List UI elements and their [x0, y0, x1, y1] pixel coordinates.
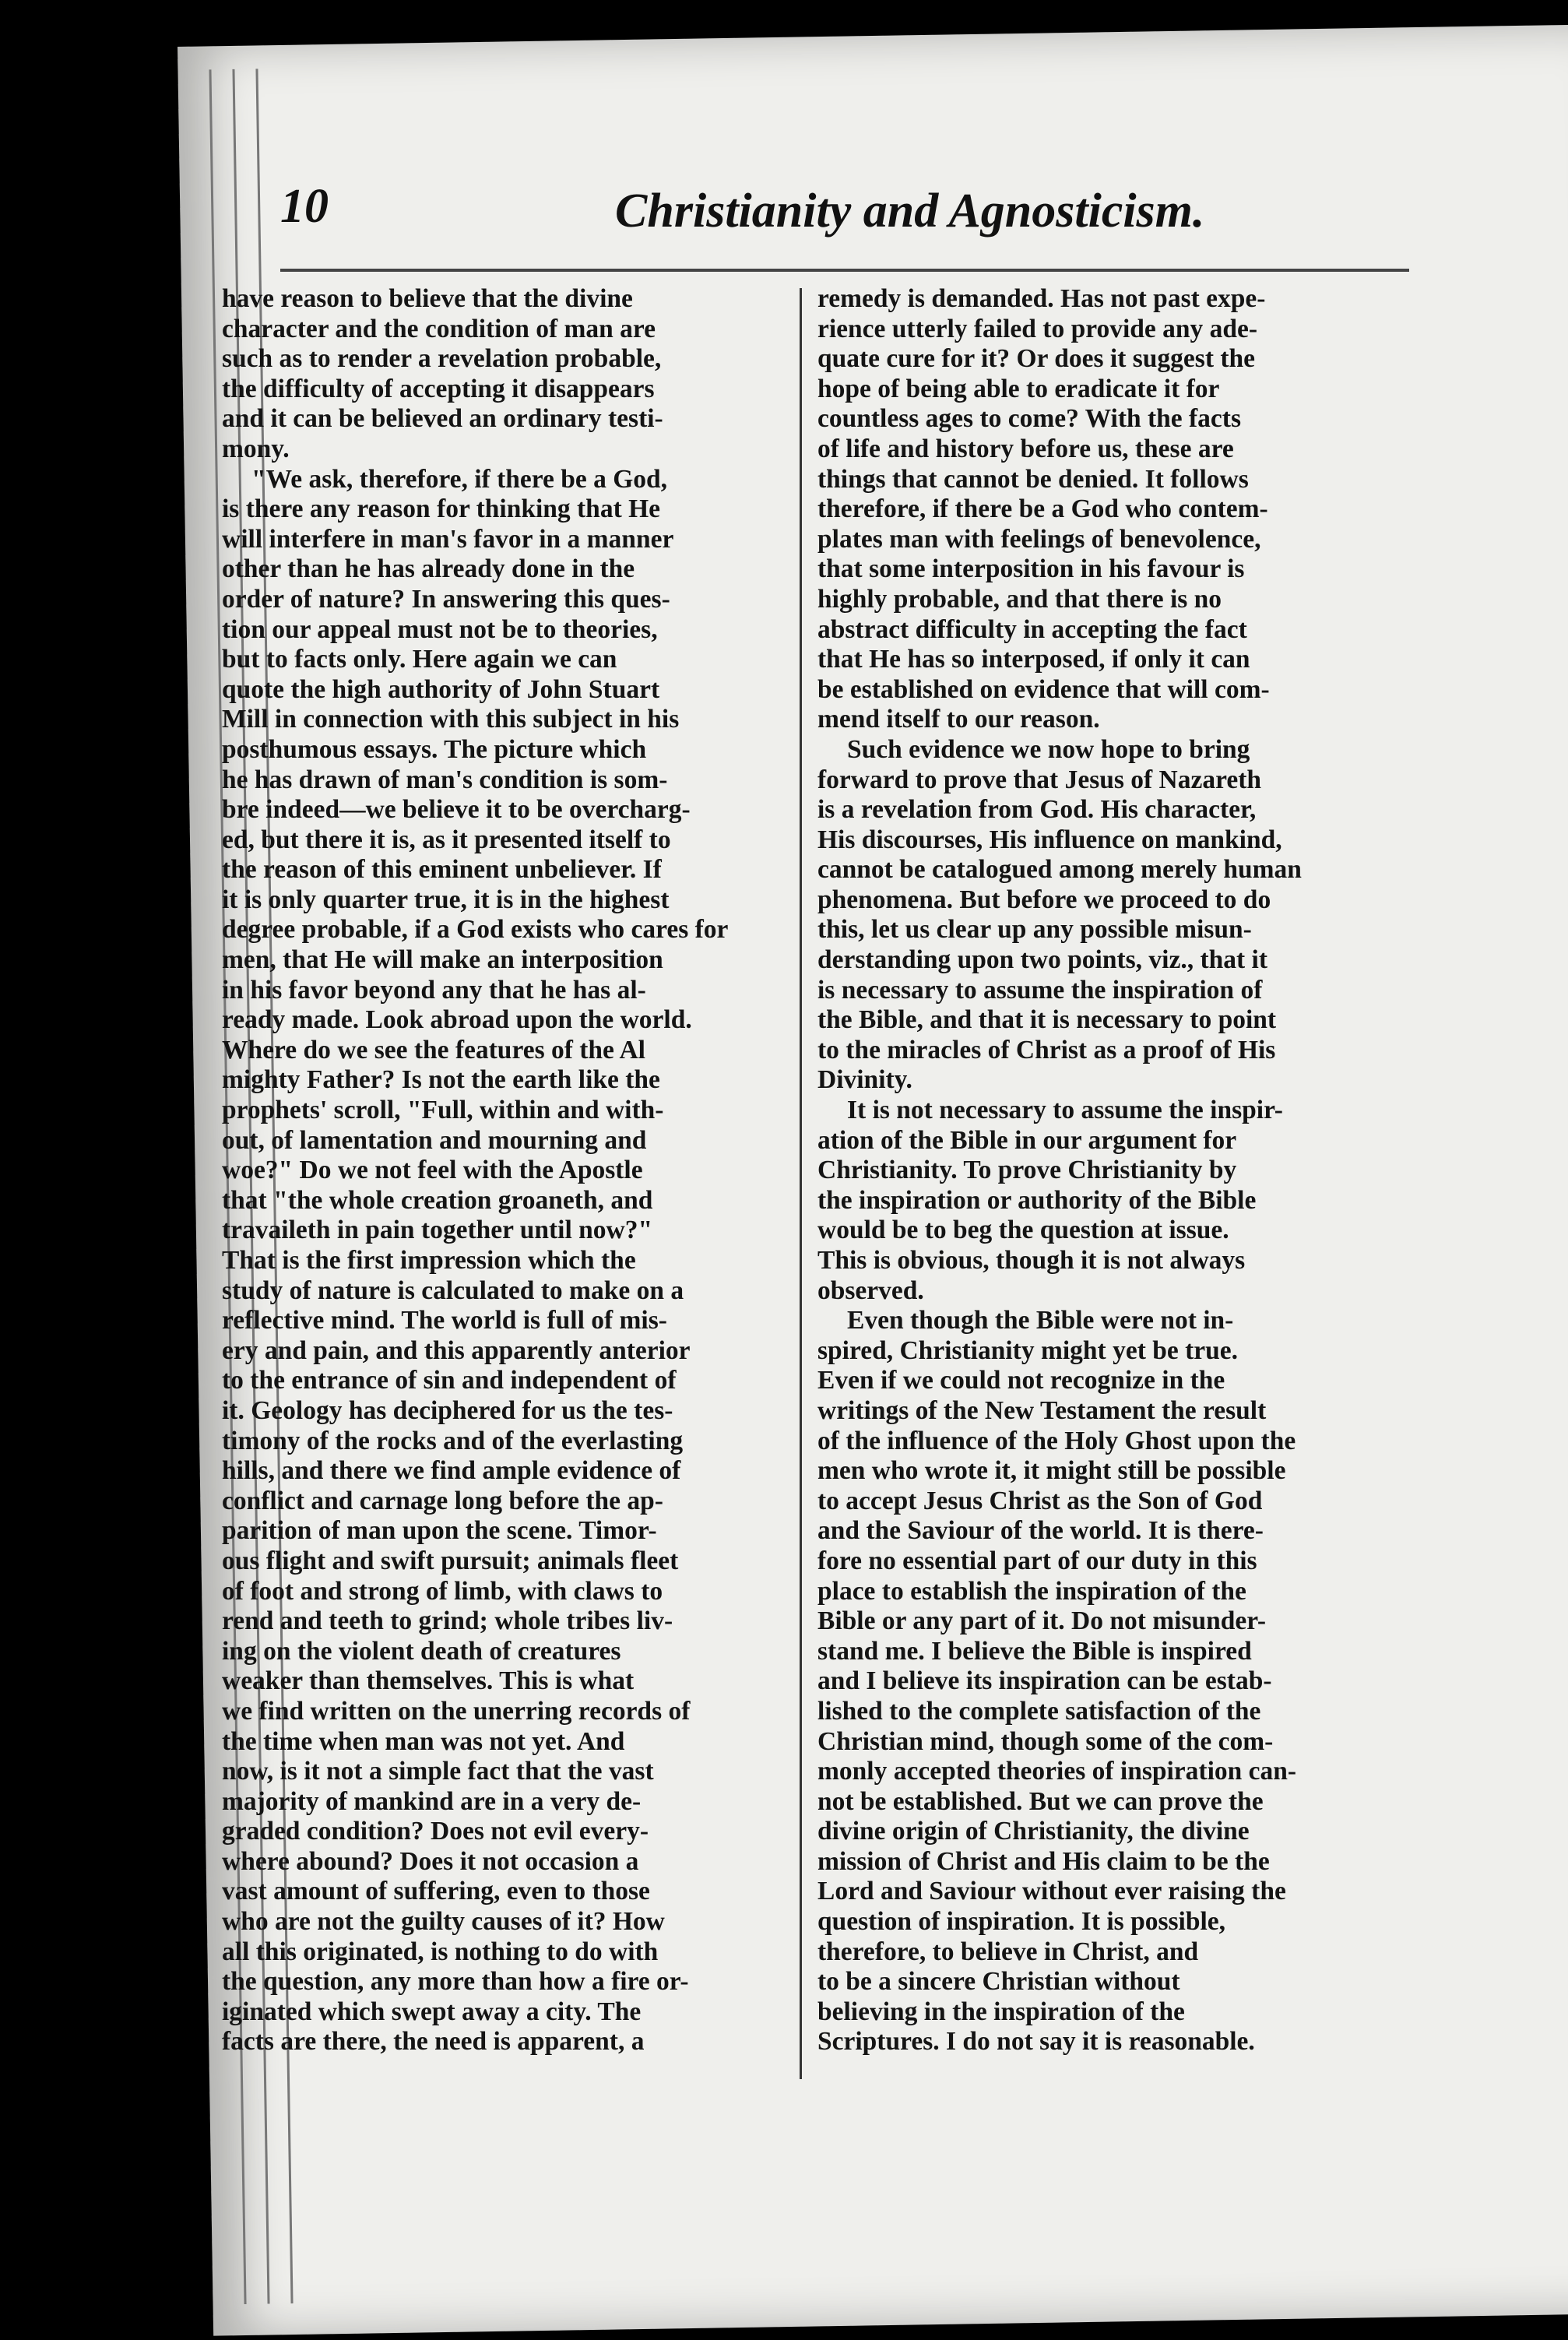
text-line: "We ask, therefore, if there be a God,	[251, 464, 668, 494]
text-line: derstanding upon two points, viz., that it	[817, 945, 1267, 975]
text-line: but to facts only. Here again we can	[222, 645, 617, 674]
text-line: and I believe its inspiration can be estab-	[817, 1666, 1272, 1696]
text-line: Even if we could not recognize in the	[817, 1366, 1225, 1395]
text-line: facts are there, the need is apparent, a	[222, 2027, 645, 2057]
running-title: Christianity and Agnosticism.	[615, 185, 1205, 238]
text-line: plates man with feelings of benevolence,	[817, 524, 1261, 554]
text-line: to the entrance of sin and independent of	[222, 1366, 677, 1395]
text-line: believing in the inspiration of the	[817, 1997, 1185, 2026]
text-line: it is only quarter true, it is in the highest	[222, 885, 670, 914]
text-line: spired, Christianity might yet be true.	[817, 1335, 1239, 1365]
text-line: highly probable, and that there is no	[817, 584, 1222, 614]
text-line: Mill in connection with this subject in his	[222, 705, 680, 734]
text-line: This is obvious, though it is not always	[817, 1246, 1246, 1275]
text-line: observed.	[817, 1276, 924, 1305]
text-line: would be to beg the question at issue.	[817, 1216, 1229, 1245]
text-line: Lord and Saviour without ever raising the	[817, 1877, 1286, 1906]
page-number: 10	[280, 180, 329, 233]
text-line: mony.	[222, 434, 290, 463]
text-line: mission of Christ and His claim to be the	[817, 1846, 1270, 1876]
text-line: and it can be believed an ordinary testi-	[222, 404, 663, 434]
text-line: Christianity. To prove Christianity by	[817, 1156, 1237, 1185]
text-line: bre indeed—we believe it to be overcharg-	[222, 795, 691, 825]
text-line: all this originated, is nothing to do with	[222, 1937, 659, 1966]
text-line: that "the whole creation groaneth, and	[222, 1185, 653, 1215]
text-line: men, that He will make an interposition	[222, 945, 663, 975]
text-line: stand me. I believe the Bible is inspired	[817, 1636, 1252, 1666]
text-line: Christian mind, though some of the com-	[817, 1726, 1274, 1756]
text-line: character and the condition of man are	[222, 314, 656, 343]
column-divider	[800, 288, 802, 2079]
text-line: the inspiration or authority of the Bible	[817, 1185, 1257, 1215]
text-line: writings of the New Testament the result	[817, 1395, 1267, 1425]
text-line: order of nature? In answering this ques-	[222, 584, 670, 614]
paragraph	[817, 284, 1394, 735]
right-text-column	[817, 284, 1394, 2057]
text-line: cannot be catalogued among merely human	[817, 855, 1302, 885]
text-line: weaker than themselves. This is what	[222, 1666, 635, 1696]
text-line: His discourses, His influence on mankind,	[817, 825, 1282, 854]
text-line: of life and history before us, these are	[817, 434, 1234, 463]
text-line: phenomena. But before we proceed to do	[817, 885, 1271, 914]
text-line: therefore, if there be a God who contem-	[817, 494, 1268, 524]
text-line: men who wrote it, it might still be possible	[817, 1456, 1286, 1486]
text-line: we find written on the unerring records of	[222, 1696, 691, 1726]
text-line: woe?" Do we not feel with the Apostle	[222, 1156, 643, 1185]
text-line: this, let us clear up any possible misun-	[817, 915, 1252, 945]
text-line: the reason of this eminent unbeliever. If	[222, 855, 662, 885]
text-line: is there any reason for thinking that He	[222, 494, 661, 524]
text-line: in his favor beyond any that he has al-	[222, 975, 646, 1005]
text-line: quate cure for it? Or does it suggest the	[817, 344, 1256, 374]
text-line: lished to the complete satisfaction of the	[817, 1696, 1261, 1726]
text-line: is necessary to assume the inspiration of	[817, 975, 1263, 1005]
text-line: That is the first impression which the	[222, 1246, 636, 1275]
text-line: graded condition? Does not evil every-	[222, 1817, 649, 1846]
text-line: rend and teeth to grind; whole tribes liv-	[222, 1606, 673, 1636]
page-header	[280, 179, 1409, 265]
text-line: not be established. But we can prove the	[817, 1786, 1264, 1816]
left-text-column	[222, 284, 790, 2057]
text-line: divine origin of Christianity, the divine	[817, 1817, 1250, 1846]
text-line: degree probable, if a God exists who cares for	[222, 915, 729, 945]
text-line: parition of man upon the scene. Timor-	[222, 1516, 657, 1546]
text-line: that some interposition in his favour is	[817, 554, 1245, 584]
text-line: iginated which swept away a city. The	[222, 1997, 642, 2026]
text-line: where abound? Does it not occasion a	[222, 1846, 639, 1876]
text-line: to the miracles of Christ as a proof of His	[817, 1035, 1276, 1064]
text-line: quote the high authority of John Stuart	[222, 674, 660, 704]
text-line: mend itself to our reason.	[817, 705, 1100, 734]
text-line: other than he has already done in the	[222, 554, 635, 584]
text-line: posthumous essays. The picture which	[222, 734, 647, 764]
text-line: now, is it not a simple fact that the vast	[222, 1757, 654, 1786]
text-line: ery and pain, and this apparently anterior	[222, 1335, 691, 1365]
text-line: out, of lamentation and mourning and	[222, 1125, 647, 1155]
text-line: of the influence of the Holy Ghost upon the	[817, 1426, 1296, 1455]
text-line: vast amount of suffering, even to those	[222, 1877, 650, 1906]
text-line: fore no essential part of our duty in this	[817, 1546, 1257, 1575]
text-line: Scriptures. I do not say it is reasonable.	[817, 2027, 1255, 2057]
text-line: he has drawn of man's condition is som-	[222, 765, 668, 794]
text-line: Divinity.	[817, 1065, 912, 1095]
paragraph	[222, 284, 790, 465]
text-line: such as to render a revelation probable,	[222, 344, 662, 374]
text-line: will interfere in man's favor in a manner	[222, 524, 674, 554]
text-line: conflict and carnage long before the ap-	[222, 1486, 663, 1515]
text-line: countless ages to come? With the facts	[817, 404, 1241, 434]
text-line: and the Saviour of the world. It is there-	[817, 1516, 1264, 1546]
header-rule	[280, 269, 1409, 272]
text-line: ed, but there it is, as it presented itself to	[222, 825, 671, 854]
text-line: ation of the Bible in our argument for	[817, 1125, 1237, 1155]
paragraph	[817, 1306, 1394, 2057]
text-line: hills, and there we find ample evidence of	[222, 1456, 681, 1486]
text-line: hope of being able to eradicate it for	[817, 374, 1220, 403]
text-line: to accept Jesus Christ as the Son of God	[817, 1486, 1263, 1515]
text-line: Bible or any part of it. Do not misunder-	[817, 1606, 1267, 1636]
text-line: ready made. Look abroad upon the world.	[222, 1005, 692, 1035]
text-line: the question, any more than how a fire or-	[222, 1967, 689, 1997]
text-line: prophets' scroll, "Full, within and with-	[222, 1096, 664, 1125]
text-line: rience utterly failed to provide any ade-	[817, 314, 1258, 343]
text-line: tion our appeal must not be to theories,	[222, 614, 658, 644]
text-line: reflective mind. The world is full of mis-	[222, 1306, 667, 1335]
text-line: study of nature is calculated to make on a	[222, 1276, 684, 1305]
text-line: place to establish the inspiration of the	[817, 1576, 1246, 1606]
text-line: who are not the guilty causes of it? How	[222, 1907, 665, 1937]
text-line: abstract difficulty in accepting the fact	[817, 614, 1247, 644]
text-line: the Bible, and that it is necessary to point	[817, 1005, 1277, 1035]
text-line: travaileth in pain together until now?"	[222, 1216, 653, 1245]
text-line: to be a sincere Christian without	[817, 1967, 1180, 1997]
text-line: remedy is demanded. Has not past expe-	[817, 284, 1266, 313]
text-line: that He has so interposed, if only it can	[817, 645, 1250, 674]
text-line: Even though the Bible were not in-	[847, 1306, 1234, 1335]
text-line: it. Geology has deciphered for us the tes-	[222, 1395, 673, 1425]
text-line: of foot and strong of limb, with claws to	[222, 1576, 663, 1606]
text-line: monly accepted theories of inspiration can-	[817, 1757, 1297, 1786]
text-line: be established on evidence that will com-	[817, 674, 1270, 704]
text-line: timony of the rocks and of the everlasting	[222, 1426, 684, 1455]
text-line: things that cannot be denied. It follows	[817, 464, 1249, 494]
paragraph	[817, 1096, 1394, 1306]
text-line: majority of mankind are in a very de-	[222, 1786, 642, 1816]
text-line: the difficulty of accepting it disappears	[222, 374, 655, 403]
paragraph	[817, 735, 1394, 1096]
text-line: mighty Father? Is not the earth like the	[222, 1065, 660, 1095]
text-line: Where do we see the features of the Al	[222, 1035, 645, 1064]
text-line: have reason to believe that the divine	[222, 284, 633, 313]
text-line: therefore, to believe in Christ, and	[817, 1937, 1199, 1966]
text-line: is a revelation from God. His character,	[817, 795, 1257, 825]
text-line: ing on the violent death of creatures	[222, 1636, 621, 1666]
text-line: It is not necessary to assume the inspir-	[847, 1096, 1283, 1125]
text-line: forward to prove that Jesus of Nazareth	[817, 765, 1262, 794]
text-line: the time when man was not yet. And	[222, 1726, 625, 1756]
text-line: Such evidence we now hope to bring	[847, 734, 1250, 764]
text-line: question of inspiration. It is possible,	[817, 1907, 1226, 1937]
text-line: ous flight and swift pursuit; animals fleet	[222, 1546, 679, 1575]
paragraph	[222, 465, 790, 2057]
